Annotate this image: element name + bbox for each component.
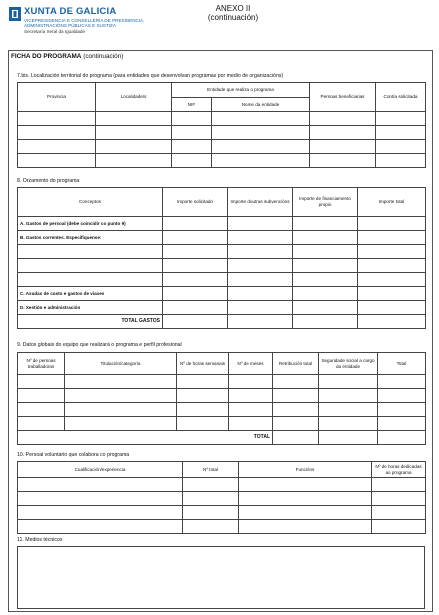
col-header-horas-semanais: Nº de horas semanais [177, 353, 229, 375]
table-cell[interactable] [293, 231, 358, 245]
table-row [18, 245, 426, 259]
table-cell[interactable] [378, 431, 426, 445]
table-row [18, 287, 426, 301]
table-cell[interactable] [18, 492, 183, 506]
table-row [18, 259, 426, 273]
table-row [18, 231, 426, 245]
table-cell[interactable] [172, 126, 212, 140]
table-row-total [18, 315, 426, 329]
table-cell[interactable] [229, 389, 273, 403]
table-cell[interactable] [18, 375, 65, 389]
table-cell[interactable] [273, 417, 319, 431]
table-cell[interactable] [228, 273, 293, 287]
table-cell[interactable] [163, 245, 228, 259]
table-cell[interactable] [18, 140, 96, 154]
table-cell[interactable] [293, 259, 358, 273]
table-cell[interactable] [358, 301, 426, 315]
table-cell[interactable] [378, 417, 426, 431]
table-cell[interactable] [163, 217, 228, 231]
table-cell[interactable] [18, 506, 183, 520]
section-8-title: 8. Orzamento do programa [17, 178, 80, 184]
table-cell[interactable] [378, 389, 426, 403]
table-cell[interactable] [96, 126, 172, 140]
table-cell[interactable] [163, 273, 228, 287]
table-cell[interactable] [228, 259, 293, 273]
total-gastos-label: TOTAL GASTOS [18, 315, 163, 329]
col-header-cualificacion: Cualificación/experiencia [18, 462, 183, 478]
table-cell[interactable] [18, 259, 163, 273]
table-row [18, 478, 426, 492]
col-header-horas-dedicadas: Nº de horas dedicadas ao programa [372, 462, 426, 478]
table-cell[interactable] [273, 431, 319, 445]
col-header-entidade: Entidade que realiza o programa [172, 83, 310, 98]
table-cell[interactable] [293, 287, 358, 301]
table-cell[interactable] [310, 140, 376, 154]
table-cell[interactable] [18, 417, 65, 431]
table-cell[interactable] [358, 217, 426, 231]
table-row [18, 126, 426, 140]
table-row [18, 417, 426, 431]
annex-heading [188, 4, 278, 22]
table-cell[interactable] [239, 520, 372, 534]
table-row [18, 375, 426, 389]
table-row [18, 520, 426, 534]
table-cell[interactable] [376, 154, 426, 168]
table-cell[interactable] [273, 375, 319, 389]
col-header-titulacion: Titulación/categoría [65, 353, 177, 375]
annex-title: ANEXO II [215, 4, 251, 13]
table-cell[interactable] [228, 231, 293, 245]
document-header [8, 4, 433, 44]
table-cell[interactable] [319, 431, 378, 445]
table-cell[interactable] [376, 112, 426, 126]
table-cell[interactable] [96, 112, 172, 126]
section-7bis-table [17, 82, 426, 168]
table-cell[interactable] [293, 315, 358, 329]
row-label-xestion: D. Xestión e administración [18, 301, 163, 315]
table-cell[interactable] [358, 259, 426, 273]
table-row [18, 112, 426, 126]
table-cell[interactable] [177, 389, 229, 403]
row-label-axudas-custo: C. Axudas de custo e gastos de viaxes [18, 287, 163, 301]
org-line: ADMINISTRACIÓNS PÚBLICAS E XUSTIZA [24, 23, 116, 29]
col-header-contia: Contía solicitada [376, 83, 426, 112]
table-row [18, 217, 426, 231]
col-header-retribucion: Retribución total [273, 353, 319, 375]
col-header-funcions: Funcións [239, 462, 372, 478]
table-cell[interactable] [310, 112, 376, 126]
table-cell[interactable] [319, 375, 378, 389]
table-cell[interactable] [65, 417, 177, 431]
col-header-total: Total [378, 353, 426, 375]
table-row [18, 506, 426, 520]
section-10-title: 10. Persoal voluntario que colabora co programa [17, 452, 130, 458]
table-cell[interactable] [18, 126, 96, 140]
table-row [18, 389, 426, 403]
table-cell[interactable] [319, 389, 378, 403]
table-cell[interactable] [376, 140, 426, 154]
table-row [18, 140, 426, 154]
col-header-nif: NIF [172, 98, 212, 112]
table-cell[interactable] [358, 273, 426, 287]
section-9-title: 9. Datos globais do equipo que realizará o programa e perfil profesional [17, 342, 182, 348]
table-cell[interactable] [212, 126, 310, 140]
table-cell[interactable] [319, 417, 378, 431]
xunta-logo [8, 4, 183, 44]
table-cell[interactable] [212, 140, 310, 154]
table-row-total [18, 431, 426, 445]
col-header-persoas: Persoas beneficiarias [310, 83, 376, 112]
table-cell[interactable] [172, 140, 212, 154]
form-title-text: FICHA DO PROGRAMA [11, 53, 82, 60]
table-cell[interactable] [372, 506, 426, 520]
org-line: VICEPRESIDENCIA E CONSELLERÍA DE PRESIDENCIA, [24, 18, 145, 23]
table-cell[interactable] [358, 287, 426, 301]
org-line: Secretaría Xeral da Igualdade [24, 28, 86, 34]
xunta-crest-icon [9, 7, 21, 21]
table-cell[interactable] [163, 287, 228, 301]
table-cell[interactable] [358, 245, 426, 259]
table-cell[interactable] [319, 403, 378, 417]
col-header-importe-solicitado: Importe solicitado [163, 188, 228, 217]
table-cell[interactable] [378, 375, 426, 389]
table-cell[interactable] [372, 520, 426, 534]
form-title [11, 53, 123, 60]
table-cell[interactable] [239, 506, 372, 520]
table-cell[interactable] [18, 403, 65, 417]
col-header-importe-outras: Importe doutras subvencións [228, 188, 293, 217]
row-label-gastos-correntes: B. Gastos correntes. Especifíquense: [18, 231, 163, 245]
table-cell[interactable] [183, 492, 239, 506]
table-cell[interactable] [229, 417, 273, 431]
col-header-conceptos: Conceptos [18, 188, 163, 217]
table-cell[interactable] [183, 520, 239, 534]
section-9-table [17, 352, 426, 445]
table-cell[interactable] [358, 315, 426, 329]
col-header-n-persoas: Nº de persoas traballadoras [18, 353, 65, 375]
table-cell[interactable] [239, 478, 372, 492]
col-header-localidade: Localidade/s [96, 83, 172, 112]
table-cell[interactable] [163, 259, 228, 273]
table-cell[interactable] [96, 140, 172, 154]
table-cell[interactable] [228, 217, 293, 231]
table-cell[interactable] [96, 154, 172, 168]
table-cell[interactable] [229, 403, 273, 417]
table-cell[interactable] [18, 520, 183, 534]
table-cell[interactable] [163, 301, 228, 315]
table-cell[interactable] [372, 492, 426, 506]
table-cell[interactable] [228, 287, 293, 301]
table-cell[interactable] [273, 403, 319, 417]
table-cell[interactable] [376, 126, 426, 140]
table-cell[interactable] [293, 301, 358, 315]
col-header-importe-financiamento: Importe de financiamento propio [293, 188, 358, 217]
section-11-title: 11. Medios técnicos [17, 537, 63, 543]
row-label-gastos-persoal: A. Gastos de persoal (debe coincidir co punto 9) [18, 217, 163, 231]
table-cell[interactable] [228, 301, 293, 315]
table-cell[interactable] [310, 126, 376, 140]
table-row [18, 154, 426, 168]
table-cell[interactable] [183, 478, 239, 492]
table-cell[interactable] [65, 389, 177, 403]
section-7bis-title: 7.bis. Localización territorial do programa (para entidades que desenvolvan programas por medio de organizacións) [17, 73, 284, 79]
table-cell[interactable] [177, 403, 229, 417]
table-cell[interactable] [163, 231, 228, 245]
table-row [18, 492, 426, 506]
table-cell[interactable] [183, 506, 239, 520]
table-cell[interactable] [228, 315, 293, 329]
col-header-meses: Nº de meses [229, 353, 273, 375]
table-cell[interactable] [273, 389, 319, 403]
col-header-n-total: Nº total [183, 462, 239, 478]
table-cell[interactable] [372, 478, 426, 492]
org-lines [24, 18, 145, 34]
table-cell[interactable] [310, 154, 376, 168]
medios-tecnicos-field[interactable] [17, 546, 425, 609]
col-header-seguridade: Seguridade social a cargo da entidade [319, 353, 378, 375]
table-cell[interactable] [163, 315, 228, 329]
table-cell[interactable] [378, 403, 426, 417]
table-cell[interactable] [212, 112, 310, 126]
table-cell[interactable] [212, 154, 310, 168]
table-cell[interactable] [18, 245, 163, 259]
table-cell[interactable] [18, 112, 96, 126]
table-cell[interactable] [177, 417, 229, 431]
section-8-table [17, 187, 426, 329]
table-cell[interactable] [172, 112, 212, 126]
table-cell[interactable] [293, 245, 358, 259]
table-cell[interactable] [65, 403, 177, 417]
table-row [18, 273, 426, 287]
table-cell[interactable] [177, 375, 229, 389]
table-row [18, 403, 426, 417]
org-name: XUNTA DE GALICIA [24, 6, 117, 17]
table-cell[interactable] [172, 154, 212, 168]
table-cell[interactable] [293, 217, 358, 231]
table-cell[interactable] [18, 478, 183, 492]
form-title-suffix: (continuación) [83, 53, 124, 60]
table-cell[interactable] [18, 273, 163, 287]
col-header-importe-total: Importe total [358, 188, 426, 217]
annex-subtitle: (continuación) [207, 13, 259, 22]
table-cell[interactable] [65, 375, 177, 389]
table-cell[interactable] [239, 492, 372, 506]
table-cell[interactable] [18, 389, 65, 403]
table-row [18, 301, 426, 315]
table-cell[interactable] [228, 245, 293, 259]
table-cell[interactable] [358, 231, 426, 245]
table-cell[interactable] [229, 375, 273, 389]
table-cell[interactable] [293, 273, 358, 287]
table-cell[interactable] [18, 154, 96, 168]
section-10-table [17, 461, 426, 534]
total-label: TOTAL [18, 431, 273, 445]
col-header-nome-entidade: Nome da entidade [212, 98, 310, 112]
col-header-provincia: Provincia [18, 83, 96, 112]
